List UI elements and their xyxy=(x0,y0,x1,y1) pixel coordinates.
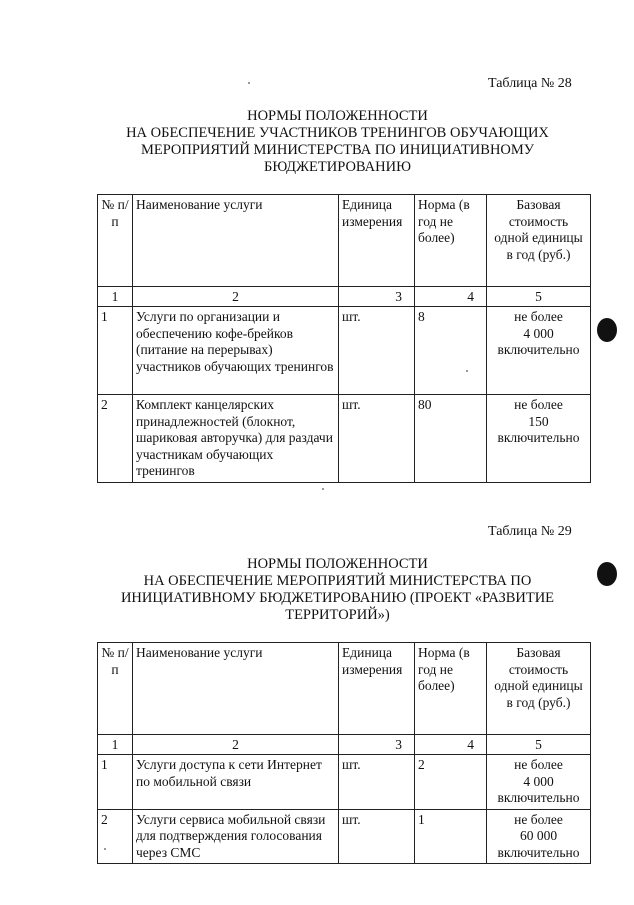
heading-line: НА ОБЕСПЕЧЕНИЕ УЧАСТНИКОВ ТРЕНИНГОВ ОБУЧАЮЩИХ xyxy=(126,125,549,141)
column-number: 5 xyxy=(487,735,591,755)
service-name: Услуги по организации и обеспечению кофе-брейков (питание на перерывах) участников обучающих тренингов xyxy=(133,307,339,395)
column-number: 2 xyxy=(133,287,339,307)
scan-speck xyxy=(322,488,324,490)
column-number-row xyxy=(98,287,591,307)
norm-value: 8 xyxy=(415,307,487,395)
row-number: 1 xyxy=(98,307,133,395)
punch-hole xyxy=(597,562,617,586)
column-number: 5 xyxy=(487,287,591,307)
column-number: 1 xyxy=(98,287,133,307)
heading-line: НОРМЫ ПОЛОЖЕННОСТИ xyxy=(247,108,428,124)
service-name: Услуги доступа к сети Интернет по мобильной связи xyxy=(133,755,339,810)
header-cell-cost: Базовая стоимость одной единицы в год (руб.) xyxy=(487,195,591,287)
column-number: 2 xyxy=(133,735,339,755)
header-cell-name: Наименование услуги xyxy=(133,195,339,287)
cost-line: включительно xyxy=(497,342,580,357)
header-cell-norm: Норма (в год не более) xyxy=(415,643,487,735)
scan-speck xyxy=(248,82,250,84)
cost-line: не более xyxy=(514,309,563,324)
cost-value xyxy=(487,395,591,483)
header-cell-name: Наименование услуги xyxy=(133,643,339,735)
unit-value: шт. xyxy=(339,755,415,810)
cost-value xyxy=(487,307,591,395)
cost-line: 4 000 xyxy=(523,773,554,789)
row-number: 2 xyxy=(98,395,133,483)
scan-speck xyxy=(104,848,106,850)
norm-value: 2 xyxy=(415,755,487,810)
norm-value: 80 xyxy=(415,395,487,483)
heading-line: НОРМЫ ПОЛОЖЕННОСТИ xyxy=(247,556,428,572)
cost-line: включительно xyxy=(497,790,580,805)
column-number-row xyxy=(98,735,591,755)
cost-value xyxy=(487,809,591,864)
service-name: Услуги сервиса мобильной связи для подтверждения голосования через СМС xyxy=(133,809,339,864)
column-number: 4 xyxy=(415,287,487,307)
heading-line: НА ОБЕСПЕЧЕНИЕ МЕРОПРИЯТИЙ МИНИСТЕРСТВА ПО xyxy=(143,573,532,589)
table-29-heading xyxy=(95,556,580,624)
cost-value xyxy=(487,755,591,810)
header-cell-num: № п/п xyxy=(98,195,133,287)
header-cell-norm: Норма (в год не более) xyxy=(415,195,487,287)
unit-value: шт. xyxy=(339,395,415,483)
heading-line: ИНИЦИАТИВНОМУ БЮДЖЕТИРОВАНИЮ (ПРОЕКТ «РАЗВИТИЕ xyxy=(120,590,555,606)
row-number: 2 xyxy=(98,809,133,864)
column-number: 3 xyxy=(339,735,415,755)
norm-value: 1 xyxy=(415,809,487,864)
cost-line: 60 000 xyxy=(519,828,558,843)
table-row xyxy=(98,809,591,864)
column-number: 3 xyxy=(339,287,415,307)
norms-table-29 xyxy=(97,642,591,864)
header-cell-unit: Единица измерения xyxy=(339,195,415,287)
heading-line: МЕРОПРИЯТИЙ МИНИСТЕРСТВА ПО ИНИЦИАТИВНОМУ xyxy=(140,142,535,158)
column-number: 4 xyxy=(415,735,487,755)
cost-line: не более xyxy=(514,397,563,412)
header-cell-num: № п/п xyxy=(98,643,133,735)
table-28-heading xyxy=(95,108,580,176)
cost-line: 150 xyxy=(528,413,549,429)
cost-line: 4 000 xyxy=(523,325,554,341)
table-28-label: Таблица № 28 xyxy=(488,76,572,91)
table-header-row xyxy=(98,195,591,287)
heading-line: БЮДЖЕТИРОВАНИЮ xyxy=(264,159,411,175)
table-row xyxy=(98,395,591,483)
cost-line: не более xyxy=(514,811,563,827)
cost-line: включительно xyxy=(497,844,580,860)
punch-hole xyxy=(597,318,617,342)
header-cell-unit: Единица измерения xyxy=(339,643,415,735)
service-name: Комплект канцелярских принадлежностей (блокнот, шариковая авторучка) для раздачи участникам обучающих тренингов xyxy=(133,395,339,483)
table-header-row xyxy=(98,643,591,735)
header-cell-cost: Базовая стоимость одной единицы в год (руб.) xyxy=(487,643,591,735)
cost-line: не более xyxy=(514,757,563,772)
row-number: 1 xyxy=(98,755,133,810)
table-row xyxy=(98,307,591,395)
column-number: 1 xyxy=(98,735,133,755)
unit-value: шт. xyxy=(339,809,415,864)
unit-value: шт. xyxy=(339,307,415,395)
heading-line: ТЕРРИТОРИЙ») xyxy=(285,607,390,623)
norms-table-28 xyxy=(97,194,591,483)
table-row xyxy=(98,755,591,810)
cost-line: включительно xyxy=(497,430,580,445)
scan-speck xyxy=(466,370,468,372)
table-29-label: Таблица № 29 xyxy=(488,524,572,539)
